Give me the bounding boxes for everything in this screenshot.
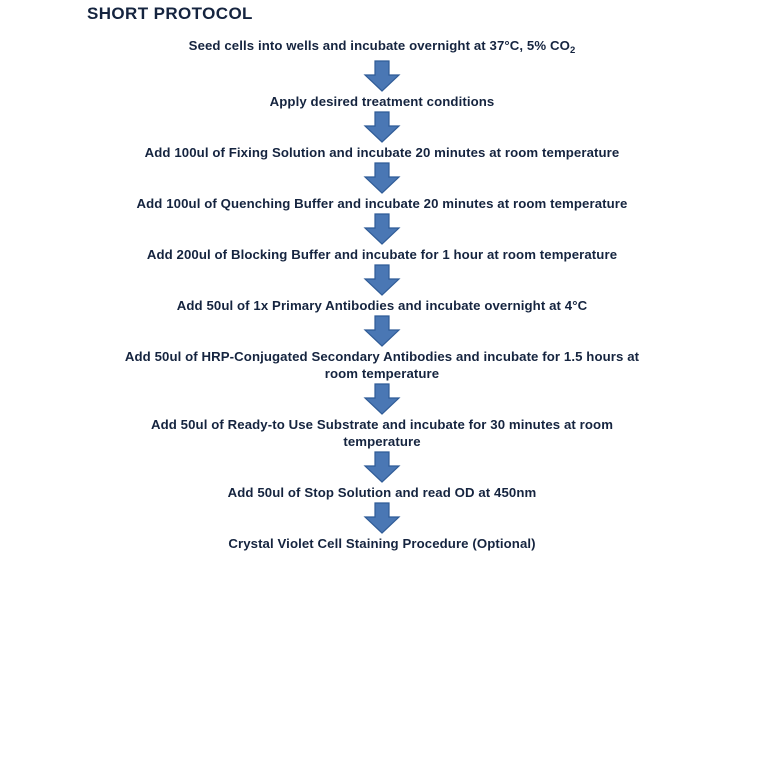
- flow-step-text: Add 200ul of Blocking Buffer and incubate for 1 hour at room temperature: [146, 247, 618, 262]
- arrow-connector: [363, 110, 401, 144]
- flow-step-subscript: 2: [569, 45, 576, 56]
- down-arrow-icon: [363, 264, 401, 296]
- flow-step: [228, 535, 535, 552]
- down-arrow-icon: [363, 213, 401, 245]
- down-arrow-icon: [363, 502, 401, 534]
- down-arrow-icon: [363, 315, 401, 347]
- flow-step: [137, 195, 628, 212]
- flow-step: [228, 484, 537, 501]
- protocol-diagram: [0, 3, 764, 767]
- flow-step-text: Add 100ul of Quenching Buffer and incubate 20 minutes at room temperature: [136, 196, 628, 211]
- flow-step-text: Add 50ul of 1x Primary Antibodies and incubate overnight at 4°C: [176, 298, 588, 313]
- down-arrow-icon: [363, 451, 401, 483]
- arrow-connector: [363, 314, 401, 348]
- arrow-connector: [363, 212, 401, 246]
- flow-step: [270, 93, 495, 110]
- flowchart: [55, 31, 709, 552]
- down-arrow-icon: [363, 383, 401, 415]
- flow-step-text: Add 50ul of Ready-to Use Substrate and incubate for 30 minutes at room temperature: [150, 417, 614, 449]
- arrow-connector: [363, 450, 401, 484]
- arrow-connector: [363, 59, 401, 93]
- flow-step: [189, 37, 576, 59]
- flow-step-text: Crystal Violet Cell Staining Procedure (Optional): [228, 536, 536, 551]
- flow-step-text: Seed cells into wells and incubate overnight at 37°C, 5% CO: [188, 38, 570, 53]
- flow-step: [112, 348, 652, 382]
- down-arrow-icon: [363, 162, 401, 194]
- flow-step-text: Add 100ul of Fixing Solution and incubate 20 minutes at room temperature: [144, 145, 620, 160]
- flow-step: [147, 246, 617, 263]
- arrow-connector: [363, 382, 401, 416]
- flow-step: [177, 297, 587, 314]
- flow-step: [112, 416, 652, 450]
- flow-step-text: Apply desired treatment conditions: [269, 94, 495, 109]
- arrow-connector: [363, 263, 401, 297]
- page-title: SHORT PROTOCOL: [87, 4, 253, 23]
- flow-step: [145, 144, 620, 161]
- down-arrow-icon: [363, 60, 401, 92]
- arrow-connector: [363, 161, 401, 195]
- down-arrow-icon: [363, 111, 401, 143]
- arrow-connector: [363, 501, 401, 535]
- flow-step-text: Add 50ul of HRP-Conjugated Secondary Antibodies and incubate for 1.5 hours at room temperature: [124, 349, 640, 381]
- flow-step-text: Add 50ul of Stop Solution and read OD at 450nm: [227, 485, 537, 500]
